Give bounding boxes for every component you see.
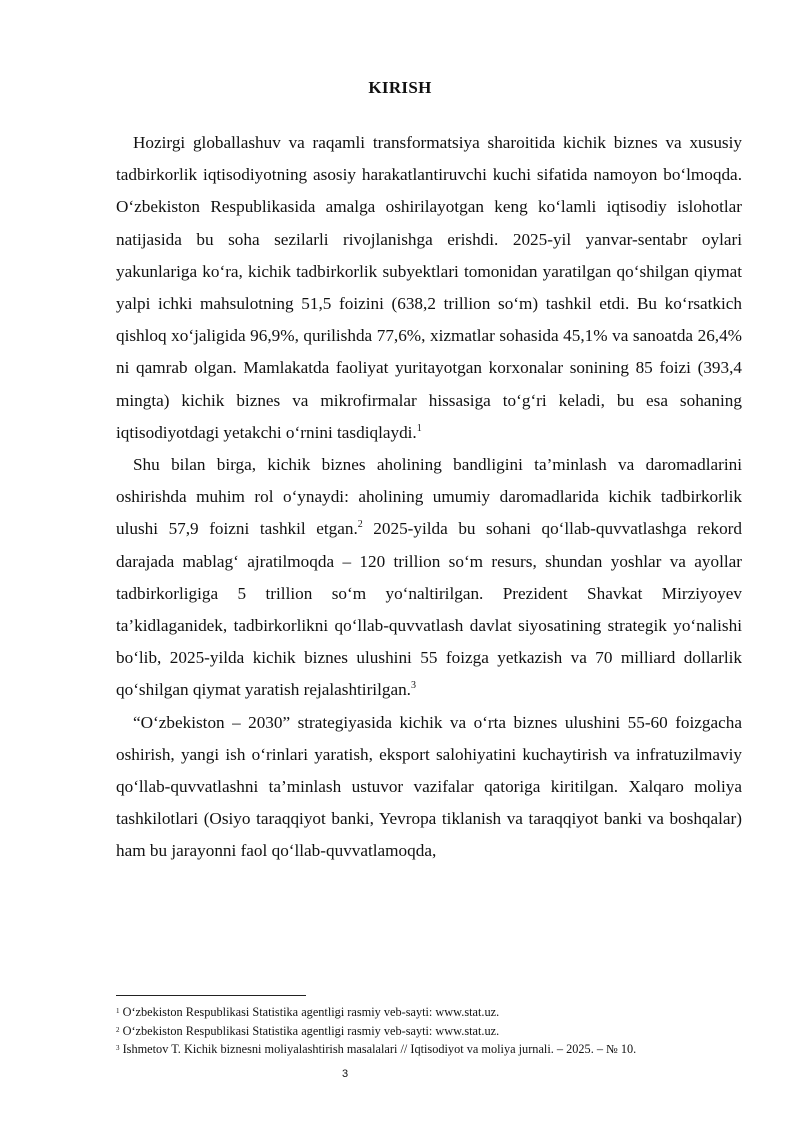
footnote-number: 3	[116, 1044, 120, 1052]
body-text	[116, 127, 742, 868]
paragraph-1-text: Hozirgi globallashuv va raqamli transformatsiya sharoitida kichik biznes va xususiy tadbirkorlik iqtisodiyotning asosiy harakatlantiruvchi kuchi sifatida namoyon bo‘lmoqda. O‘zbekiston Respublikasida amalga oshirilayotgan keng ko‘lamli iqtisodiy islohotlar natijasida bu soha sezilarli rivojlanishga erishdi. 2025-yil yanvar-sentabr oylari yakunlariga ko‘ra, kichik tadbirkorlik subyektlari tomonidan yaratilgan qo‘shilgan qiymat yalpi ichki mahsulotning 51,5 foizini (638,2 trillion so‘m) tashkil etdi. Bu ko‘rsatkich qishloq xo‘jaligida 96,9%, qurilishda 77,6%, xizmatlar sohasida 45,1% va sanoatda 26,4% ni qamrab olgan. Mamlakatda faoliyat yuritayotgan korxonalar sonining 85 foizi (393,4 mingta) kichik biznes va mikrofirmalar hissasiga to‘g‘ri keladi, bu esa sohaning iqtisodiyotdagi yetakchi o‘rnini tasdiqlaydi.	[116, 133, 742, 442]
paragraph-3	[116, 707, 742, 868]
paragraph-2	[116, 449, 742, 707]
footnote-text: O‘zbekiston Respublikasi Statistika agentligi rasmiy veb-sayti: www.stat.uz.	[122, 1005, 500, 1019]
footnote-ref-1[interactable]: 1	[416, 422, 422, 434]
footnote-number: 1	[116, 1007, 120, 1015]
footnote-text: Ishmetov T. Kichik biznesni moliyalashtirish masalalari // Iqtisodiyot va moliya jurnali. – 2025. – № 10.	[122, 1042, 637, 1056]
footnote-ref-3[interactable]: 3	[410, 680, 416, 692]
paragraph-2-text-b: 2025-yilda bu sohani qo‘llab-quvvatlashga rekord darajada mablag‘ ajratilmoqda – 120 trillion so‘m resurs, shundan yoshlar va ayollar tadbirkorligiga 5 trillion so‘m yo‘naltirilgan. Prezident Shavkat Mirziyoyev ta’kidlaganidek, tadbirkorlikni qo‘llab-quvvatlash davlat siyosatining strategik yo‘nalishi bo‘lib, 2025-yilda kichik biznes ulushini 55 foizga yetkazish va 70 milliard dollarlik qo‘shilgan qiymat yaratish rejalashtirilgan.	[116, 519, 742, 700]
footnotes	[116, 1003, 756, 1059]
footnote-number: 2	[116, 1025, 120, 1034]
footnote-ref-2[interactable]: 2	[357, 519, 363, 531]
footnote-3	[116, 1040, 756, 1059]
section-title: KIRISH	[368, 78, 432, 97]
footnote-2	[116, 1022, 756, 1041]
footnote-text: O‘zbekiston Respublikasi Statistika agentligi rasmiy veb-sayti: www.stat.uz.	[122, 1023, 500, 1038]
footnote-1	[116, 1003, 756, 1022]
paragraph-2-text-a: Shu bilan birga, kichik biznes aholining bandligini ta’minlash va daromadlarini oshirishda muhim rol o‘ynaydi: aholining umumiy daromadlarida kichik tadbirkorlik ulushi 57,9 foizni tashkil etgan.	[116, 455, 742, 539]
paragraph-3-text: “O‘zbekiston – 2030” strategiyasida kichik va o‘rta biznes ulushini 55-60 foizgacha oshirish, yangi ish o‘rinlari yaratish, eksport salohiyatini kuchaytirish va infratuzilmaviy qo‘llab-quvvatlashni ta’minlash ustuvor vazifalar qatoriga kiritilgan. Xalqaro moliya tashkilotlari (Osiyo taraqqiyot banki, Yevropa tiklanish va taraqqiyot banki va boshqalar) ham bu jarayonni faol qo‘llab-quvvatlamoqda,	[116, 712, 742, 861]
paragraph-1	[116, 127, 742, 449]
footnote-separator	[116, 995, 306, 996]
page-number: 3	[341, 1068, 349, 1080]
